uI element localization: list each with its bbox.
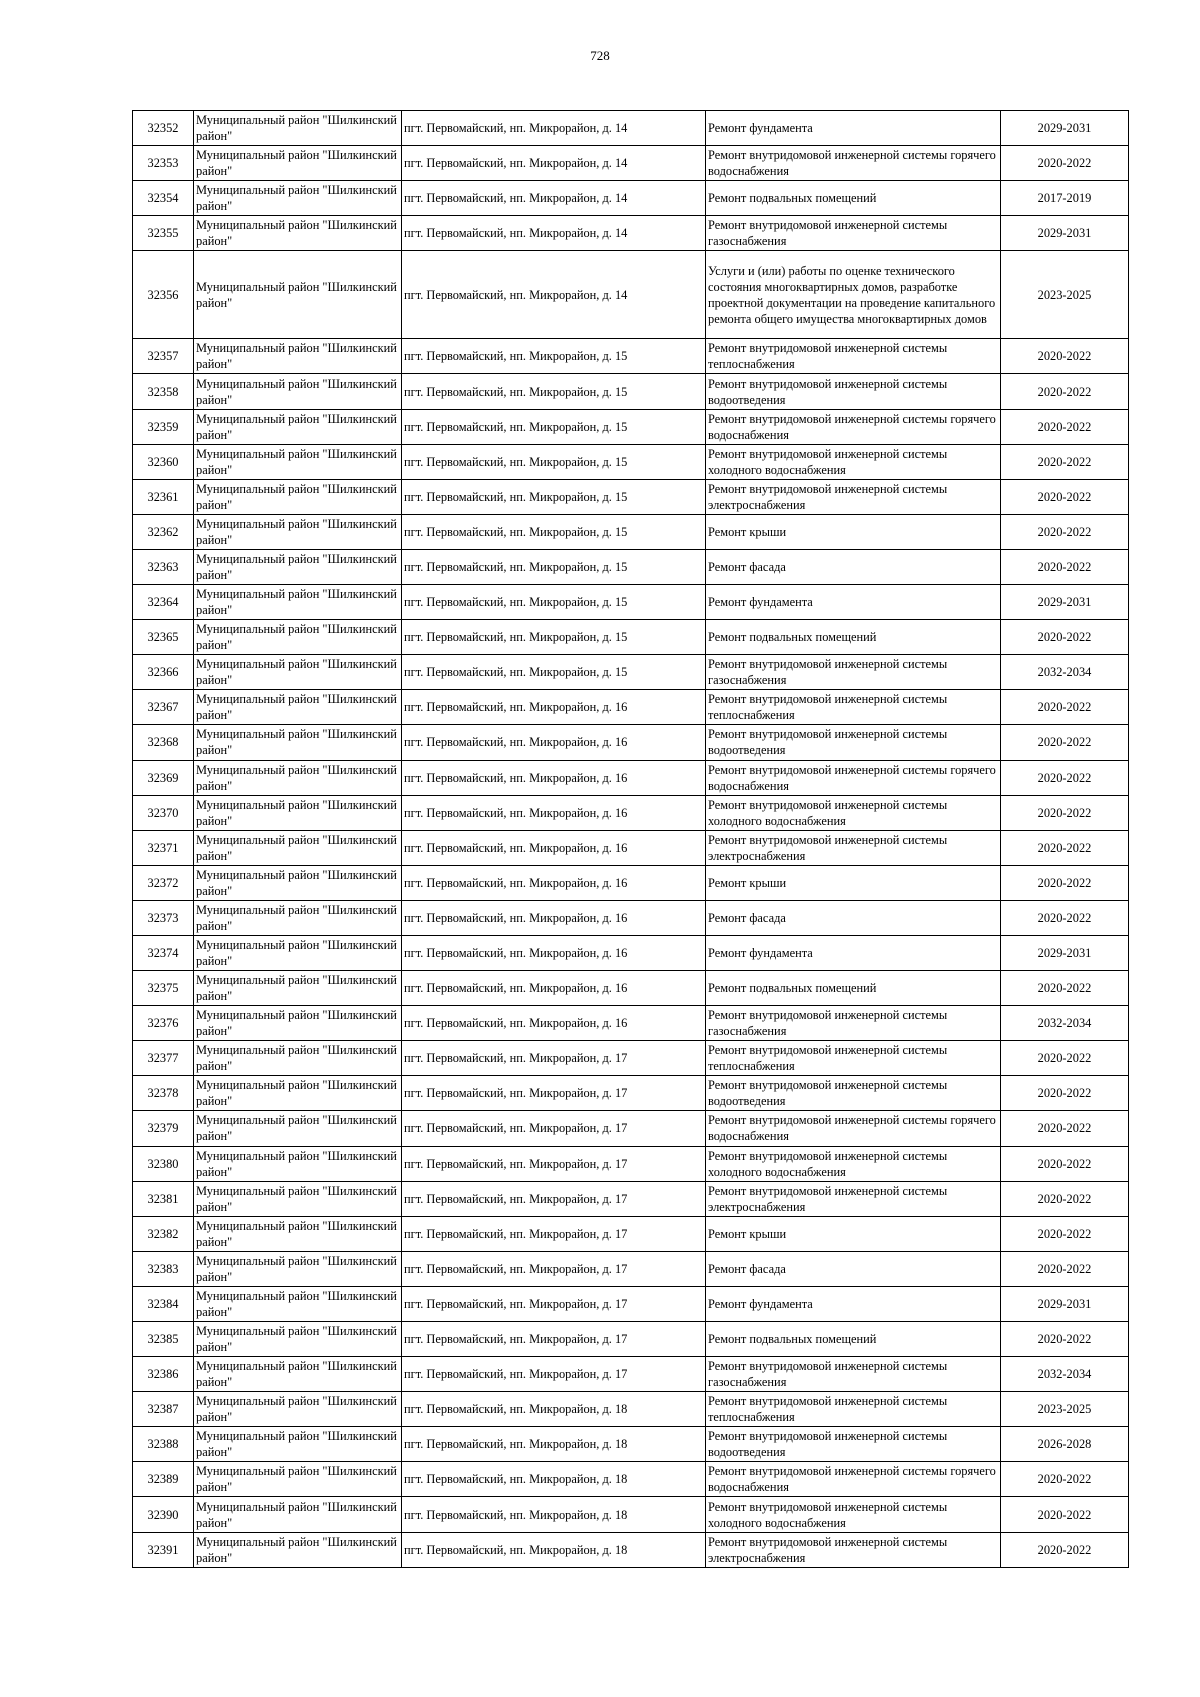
address-cell: пгт. Первомайский, нп. Микрорайон, д. 18: [402, 1532, 706, 1567]
table-row: [133, 865, 1129, 900]
table-row: [133, 216, 1129, 251]
table-row: [133, 795, 1129, 830]
table-row: [133, 1216, 1129, 1251]
row-number-cell: 32358: [133, 374, 194, 409]
address-cell: пгт. Первомайский, нп. Микрорайон, д. 15: [402, 620, 706, 655]
work-type-cell: Ремонт внутридомовой инженерной системы холодного водоснабжения: [706, 1146, 1001, 1181]
work-type-cell: Ремонт внутридомовой инженерной системы горячего водоснабжения: [706, 409, 1001, 444]
table-row: [133, 549, 1129, 584]
table-row: [133, 1357, 1129, 1392]
work-type-cell: Ремонт внутридомовой инженерной системы водоотведения: [706, 1427, 1001, 1462]
period-cell: 2029-2031: [1001, 935, 1129, 970]
period-cell: 2020-2022: [1001, 690, 1129, 725]
work-type-cell: Ремонт внутридомовой инженерной системы теплоснабжения: [706, 1392, 1001, 1427]
row-number-cell: 32376: [133, 1006, 194, 1041]
row-number-cell: 32386: [133, 1357, 194, 1392]
address-cell: пгт. Первомайский, нп. Микрорайон, д. 15: [402, 409, 706, 444]
row-number-cell: 32361: [133, 479, 194, 514]
row-number-cell: 32389: [133, 1462, 194, 1497]
period-cell: 2020-2022: [1001, 146, 1129, 181]
municipality-cell: Муниципальный район "Шилкинский район": [194, 1006, 402, 1041]
work-type-cell: Ремонт внутридомовой инженерной системы горячего водоснабжения: [706, 1462, 1001, 1497]
table-row: [133, 111, 1129, 146]
period-cell: 2020-2022: [1001, 1146, 1129, 1181]
municipality-cell: Муниципальный район "Шилкинский район": [194, 1181, 402, 1216]
row-number-cell: 32377: [133, 1041, 194, 1076]
period-cell: 2029-2031: [1001, 111, 1129, 146]
work-type-cell: Ремонт фасада: [706, 549, 1001, 584]
work-type-cell: Ремонт внутридомовой инженерной системы электроснабжения: [706, 1181, 1001, 1216]
work-type-cell: Ремонт внутридомовой инженерной системы горячего водоснабжения: [706, 1111, 1001, 1146]
row-number-cell: 32354: [133, 181, 194, 216]
period-cell: 2032-2034: [1001, 1357, 1129, 1392]
address-cell: пгт. Первомайский, нп. Микрорайон, д. 14: [402, 216, 706, 251]
period-cell: 2020-2022: [1001, 1216, 1129, 1251]
table-row: [133, 339, 1129, 374]
address-cell: пгт. Первомайский, нп. Микрорайон, д. 18: [402, 1462, 706, 1497]
table-row: [133, 444, 1129, 479]
address-cell: пгт. Первомайский, нп. Микрорайон, д. 15: [402, 444, 706, 479]
municipality-cell: Муниципальный район "Шилкинский район": [194, 339, 402, 374]
capital-repair-table: [132, 110, 1129, 1568]
row-number-cell: 32364: [133, 585, 194, 620]
municipality-cell: Муниципальный район "Шилкинский район": [194, 1286, 402, 1321]
period-cell: 2020-2022: [1001, 514, 1129, 549]
period-cell: 2020-2022: [1001, 900, 1129, 935]
work-type-cell: Ремонт внутридомовой инженерной системы электроснабжения: [706, 1532, 1001, 1567]
address-cell: пгт. Первомайский, нп. Микрорайон, д. 17: [402, 1041, 706, 1076]
table-body: [133, 111, 1129, 1568]
period-cell: 2020-2022: [1001, 1041, 1129, 1076]
table-row: [133, 1322, 1129, 1357]
row-number-cell: 32353: [133, 146, 194, 181]
work-type-cell: Услуги и (или) работы по оценке технического состояния многоквартирных домов, разработке проектной документации на проведение капитального ремонта общего имущества многоквартирных домов: [706, 251, 1001, 339]
table-row: [133, 251, 1129, 339]
row-number-cell: 32363: [133, 549, 194, 584]
table-row: [133, 971, 1129, 1006]
table-row: [133, 1532, 1129, 1567]
work-type-cell: Ремонт подвальных помещений: [706, 1322, 1001, 1357]
work-type-cell: Ремонт внутридомовой инженерной системы водоотведения: [706, 1076, 1001, 1111]
period-cell: 2020-2022: [1001, 865, 1129, 900]
work-type-cell: Ремонт крыши: [706, 514, 1001, 549]
row-number-cell: 32367: [133, 690, 194, 725]
row-number-cell: 32355: [133, 216, 194, 251]
period-cell: 2026-2028: [1001, 1427, 1129, 1462]
table-row: [133, 1076, 1129, 1111]
row-number-cell: 32365: [133, 620, 194, 655]
address-cell: пгт. Первомайский, нп. Микрорайон, д. 15: [402, 514, 706, 549]
table-row: [133, 1462, 1129, 1497]
address-cell: пгт. Первомайский, нп. Микрорайон, д. 15: [402, 655, 706, 690]
period-cell: 2020-2022: [1001, 760, 1129, 795]
work-type-cell: Ремонт внутридомовой инженерной системы газоснабжения: [706, 1357, 1001, 1392]
municipality-cell: Муниципальный район "Шилкинский район": [194, 216, 402, 251]
address-cell: пгт. Первомайский, нп. Микрорайон, д. 16: [402, 725, 706, 760]
table-row: [133, 830, 1129, 865]
work-type-cell: Ремонт внутридомовой инженерной системы электроснабжения: [706, 479, 1001, 514]
municipality-cell: Муниципальный район "Шилкинский район": [194, 1392, 402, 1427]
work-type-cell: Ремонт крыши: [706, 1216, 1001, 1251]
address-cell: пгт. Первомайский, нп. Микрорайон, д. 16: [402, 830, 706, 865]
address-cell: пгт. Первомайский, нп. Микрорайон, д. 17: [402, 1146, 706, 1181]
row-number-cell: 32384: [133, 1286, 194, 1321]
row-number-cell: 32357: [133, 339, 194, 374]
address-cell: пгт. Первомайский, нп. Микрорайон, д. 17: [402, 1322, 706, 1357]
row-number-cell: 32359: [133, 409, 194, 444]
address-cell: пгт. Первомайский, нп. Микрорайон, д. 15: [402, 374, 706, 409]
table-row: [133, 760, 1129, 795]
table-row: [133, 514, 1129, 549]
work-type-cell: Ремонт внутридомовой инженерной системы водоотведения: [706, 374, 1001, 409]
address-cell: пгт. Первомайский, нп. Микрорайон, д. 16: [402, 865, 706, 900]
period-cell: 2029-2031: [1001, 585, 1129, 620]
table-row: [133, 900, 1129, 935]
work-type-cell: Ремонт фундамента: [706, 1286, 1001, 1321]
period-cell: 2029-2031: [1001, 1286, 1129, 1321]
period-cell: 2032-2034: [1001, 1006, 1129, 1041]
period-cell: 2020-2022: [1001, 1076, 1129, 1111]
row-number-cell: 32380: [133, 1146, 194, 1181]
period-cell: 2020-2022: [1001, 1111, 1129, 1146]
municipality-cell: Муниципальный район "Шилкинский район": [194, 620, 402, 655]
address-cell: пгт. Первомайский, нп. Микрорайон, д. 15: [402, 549, 706, 584]
address-cell: пгт. Первомайский, нп. Микрорайон, д. 16: [402, 900, 706, 935]
municipality-cell: Муниципальный район "Шилкинский район": [194, 1322, 402, 1357]
work-type-cell: Ремонт внутридомовой инженерной системы теплоснабжения: [706, 339, 1001, 374]
table-row: [133, 620, 1129, 655]
table-row: [133, 1497, 1129, 1532]
work-type-cell: Ремонт подвальных помещений: [706, 620, 1001, 655]
address-cell: пгт. Первомайский, нп. Микрорайон, д. 17: [402, 1357, 706, 1392]
table-row: [133, 655, 1129, 690]
period-cell: 2023-2025: [1001, 1392, 1129, 1427]
row-number-cell: 32378: [133, 1076, 194, 1111]
municipality-cell: Муниципальный район "Шилкинский район": [194, 1111, 402, 1146]
page-number: 728: [590, 48, 610, 63]
work-type-cell: Ремонт внутридомовой инженерной системы газоснабжения: [706, 655, 1001, 690]
period-cell: 2029-2031: [1001, 216, 1129, 251]
municipality-cell: Муниципальный район "Шилкинский район": [194, 111, 402, 146]
period-cell: 2020-2022: [1001, 1322, 1129, 1357]
address-cell: пгт. Первомайский, нп. Микрорайон, д. 18: [402, 1427, 706, 1462]
municipality-cell: Муниципальный район "Шилкинский район": [194, 1216, 402, 1251]
table-row: [133, 585, 1129, 620]
municipality-cell: Муниципальный район "Шилкинский район": [194, 1146, 402, 1181]
row-number-cell: 32356: [133, 251, 194, 339]
municipality-cell: Муниципальный район "Шилкинский район": [194, 900, 402, 935]
municipality-cell: Муниципальный район "Шилкинский район": [194, 725, 402, 760]
period-cell: 2020-2022: [1001, 339, 1129, 374]
period-cell: 2023-2025: [1001, 251, 1129, 339]
table-row: [133, 1146, 1129, 1181]
municipality-cell: Муниципальный район "Шилкинский район": [194, 971, 402, 1006]
municipality-cell: Муниципальный район "Шилкинский район": [194, 146, 402, 181]
municipality-cell: Муниципальный район "Шилкинский район": [194, 1497, 402, 1532]
period-cell: 2020-2022: [1001, 1181, 1129, 1216]
row-number-cell: 32385: [133, 1322, 194, 1357]
row-number-cell: 32391: [133, 1532, 194, 1567]
row-number-cell: 32375: [133, 971, 194, 1006]
table-row: [133, 1286, 1129, 1321]
period-cell: 2020-2022: [1001, 1532, 1129, 1567]
municipality-cell: Муниципальный район "Шилкинский район": [194, 1041, 402, 1076]
row-number-cell: 32383: [133, 1251, 194, 1286]
work-type-cell: Ремонт подвальных помещений: [706, 181, 1001, 216]
row-number-cell: 32387: [133, 1392, 194, 1427]
period-cell: 2020-2022: [1001, 479, 1129, 514]
municipality-cell: Муниципальный район "Шилкинский район": [194, 1251, 402, 1286]
work-type-cell: Ремонт внутридомовой инженерной системы газоснабжения: [706, 1006, 1001, 1041]
address-cell: пгт. Первомайский, нп. Микрорайон, д. 15: [402, 585, 706, 620]
municipality-cell: Муниципальный район "Шилкинский район": [194, 549, 402, 584]
work-type-cell: Ремонт фундамента: [706, 111, 1001, 146]
municipality-cell: Муниципальный район "Шилкинский район": [194, 690, 402, 725]
row-number-cell: 32374: [133, 935, 194, 970]
period-cell: 2020-2022: [1001, 444, 1129, 479]
municipality-cell: Муниципальный район "Шилкинский район": [194, 585, 402, 620]
table-row: [133, 935, 1129, 970]
row-number-cell: 32371: [133, 830, 194, 865]
period-cell: 2020-2022: [1001, 725, 1129, 760]
address-cell: пгт. Первомайский, нп. Микрорайон, д. 17: [402, 1181, 706, 1216]
address-cell: пгт. Первомайский, нп. Микрорайон, д. 16: [402, 935, 706, 970]
municipality-cell: Муниципальный район "Шилкинский район": [194, 935, 402, 970]
row-number-cell: 32390: [133, 1497, 194, 1532]
address-cell: пгт. Первомайский, нп. Микрорайон, д. 17: [402, 1111, 706, 1146]
municipality-cell: Муниципальный район "Шилкинский район": [194, 251, 402, 339]
period-cell: 2020-2022: [1001, 1497, 1129, 1532]
period-cell: 2020-2022: [1001, 549, 1129, 584]
work-type-cell: Ремонт внутридомовой инженерной системы горячего водоснабжения: [706, 760, 1001, 795]
period-cell: 2032-2034: [1001, 655, 1129, 690]
address-cell: пгт. Первомайский, нп. Микрорайон, д. 16: [402, 795, 706, 830]
period-cell: 2017-2019: [1001, 181, 1129, 216]
address-cell: пгт. Первомайский, нп. Микрорайон, д. 18: [402, 1497, 706, 1532]
row-number-cell: 32368: [133, 725, 194, 760]
work-type-cell: Ремонт внутридомовой инженерной системы водоотведения: [706, 725, 1001, 760]
address-cell: пгт. Первомайский, нп. Микрорайон, д. 17: [402, 1286, 706, 1321]
work-type-cell: Ремонт крыши: [706, 865, 1001, 900]
period-cell: 2020-2022: [1001, 1462, 1129, 1497]
work-type-cell: Ремонт внутридомовой инженерной системы теплоснабжения: [706, 1041, 1001, 1076]
work-type-cell: Ремонт внутридомовой инженерной системы холодного водоснабжения: [706, 1497, 1001, 1532]
table-row: [133, 1006, 1129, 1041]
work-type-cell: Ремонт фундамента: [706, 935, 1001, 970]
row-number-cell: 32372: [133, 865, 194, 900]
address-cell: пгт. Первомайский, нп. Микрорайон, д. 14: [402, 251, 706, 339]
row-number-cell: 32369: [133, 760, 194, 795]
row-number-cell: 32388: [133, 1427, 194, 1462]
municipality-cell: Муниципальный район "Шилкинский район": [194, 514, 402, 549]
period-cell: 2020-2022: [1001, 795, 1129, 830]
table-row: [133, 1181, 1129, 1216]
table-row: [133, 1251, 1129, 1286]
period-cell: 2020-2022: [1001, 620, 1129, 655]
work-type-cell: Ремонт фасада: [706, 900, 1001, 935]
work-type-cell: Ремонт внутридомовой инженерной системы электроснабжения: [706, 830, 1001, 865]
period-cell: 2020-2022: [1001, 830, 1129, 865]
municipality-cell: Муниципальный район "Шилкинский район": [194, 1462, 402, 1497]
row-number-cell: 32373: [133, 900, 194, 935]
address-cell: пгт. Первомайский, нп. Микрорайон, д. 14: [402, 181, 706, 216]
municipality-cell: Муниципальный район "Шилкинский район": [194, 444, 402, 479]
table-row: [133, 725, 1129, 760]
table-row: [133, 374, 1129, 409]
row-number-cell: 32352: [133, 111, 194, 146]
municipality-cell: Муниципальный район "Шилкинский район": [194, 795, 402, 830]
table-row: [133, 1111, 1129, 1146]
table-row: [133, 409, 1129, 444]
address-cell: пгт. Первомайский, нп. Микрорайон, д. 18: [402, 1392, 706, 1427]
period-cell: 2020-2022: [1001, 971, 1129, 1006]
address-cell: пгт. Первомайский, нп. Микрорайон, д. 15: [402, 339, 706, 374]
work-type-cell: Ремонт внутридомовой инженерной системы теплоснабжения: [706, 690, 1001, 725]
work-type-cell: Ремонт внутридомовой инженерной системы газоснабжения: [706, 216, 1001, 251]
work-type-cell: Ремонт фундамента: [706, 585, 1001, 620]
municipality-cell: Муниципальный район "Шилкинский район": [194, 1357, 402, 1392]
address-cell: пгт. Первомайский, нп. Микрорайон, д. 16: [402, 690, 706, 725]
address-cell: пгт. Первомайский, нп. Микрорайон, д. 15: [402, 479, 706, 514]
municipality-cell: Муниципальный район "Шилкинский район": [194, 374, 402, 409]
address-cell: пгт. Первомайский, нп. Микрорайон, д. 17: [402, 1076, 706, 1111]
table-row: [133, 146, 1129, 181]
municipality-cell: Муниципальный район "Шилкинский район": [194, 865, 402, 900]
address-cell: пгт. Первомайский, нп. Микрорайон, д. 16: [402, 1006, 706, 1041]
row-number-cell: 32381: [133, 1181, 194, 1216]
row-number-cell: 32379: [133, 1111, 194, 1146]
address-cell: пгт. Первомайский, нп. Микрорайон, д. 16: [402, 760, 706, 795]
address-cell: пгт. Первомайский, нп. Микрорайон, д. 17: [402, 1251, 706, 1286]
work-type-cell: Ремонт подвальных помещений: [706, 971, 1001, 1006]
table-row: [133, 1427, 1129, 1462]
row-number-cell: 32370: [133, 795, 194, 830]
work-type-cell: Ремонт фасада: [706, 1251, 1001, 1286]
address-cell: пгт. Первомайский, нп. Микрорайон, д. 14: [402, 146, 706, 181]
work-type-cell: Ремонт внутридомовой инженерной системы холодного водоснабжения: [706, 444, 1001, 479]
table-row: [133, 690, 1129, 725]
table-row: [133, 1041, 1129, 1076]
municipality-cell: Муниципальный район "Шилкинский район": [194, 409, 402, 444]
row-number-cell: 32382: [133, 1216, 194, 1251]
period-cell: 2020-2022: [1001, 409, 1129, 444]
address-cell: пгт. Первомайский, нп. Микрорайон, д. 16: [402, 971, 706, 1006]
municipality-cell: Муниципальный район "Шилкинский район": [194, 479, 402, 514]
municipality-cell: Муниципальный район "Шилкинский район": [194, 1076, 402, 1111]
address-cell: пгт. Первомайский, нп. Микрорайон, д. 14: [402, 111, 706, 146]
table-row: [133, 479, 1129, 514]
work-type-cell: Ремонт внутридомовой инженерной системы холодного водоснабжения: [706, 795, 1001, 830]
work-type-cell: Ремонт внутридомовой инженерной системы горячего водоснабжения: [706, 146, 1001, 181]
municipality-cell: Муниципальный район "Шилкинский район": [194, 655, 402, 690]
row-number-cell: 32360: [133, 444, 194, 479]
municipality-cell: Муниципальный район "Шилкинский район": [194, 1532, 402, 1567]
row-number-cell: 32366: [133, 655, 194, 690]
period-cell: 2020-2022: [1001, 374, 1129, 409]
municipality-cell: Муниципальный район "Шилкинский район": [194, 830, 402, 865]
municipality-cell: Муниципальный район "Шилкинский район": [194, 181, 402, 216]
municipality-cell: Муниципальный район "Шилкинский район": [194, 760, 402, 795]
address-cell: пгт. Первомайский, нп. Микрорайон, д. 17: [402, 1216, 706, 1251]
municipality-cell: Муниципальный район "Шилкинский район": [194, 1427, 402, 1462]
table-row: [133, 1392, 1129, 1427]
period-cell: 2020-2022: [1001, 1251, 1129, 1286]
table-row: [133, 181, 1129, 216]
row-number-cell: 32362: [133, 514, 194, 549]
